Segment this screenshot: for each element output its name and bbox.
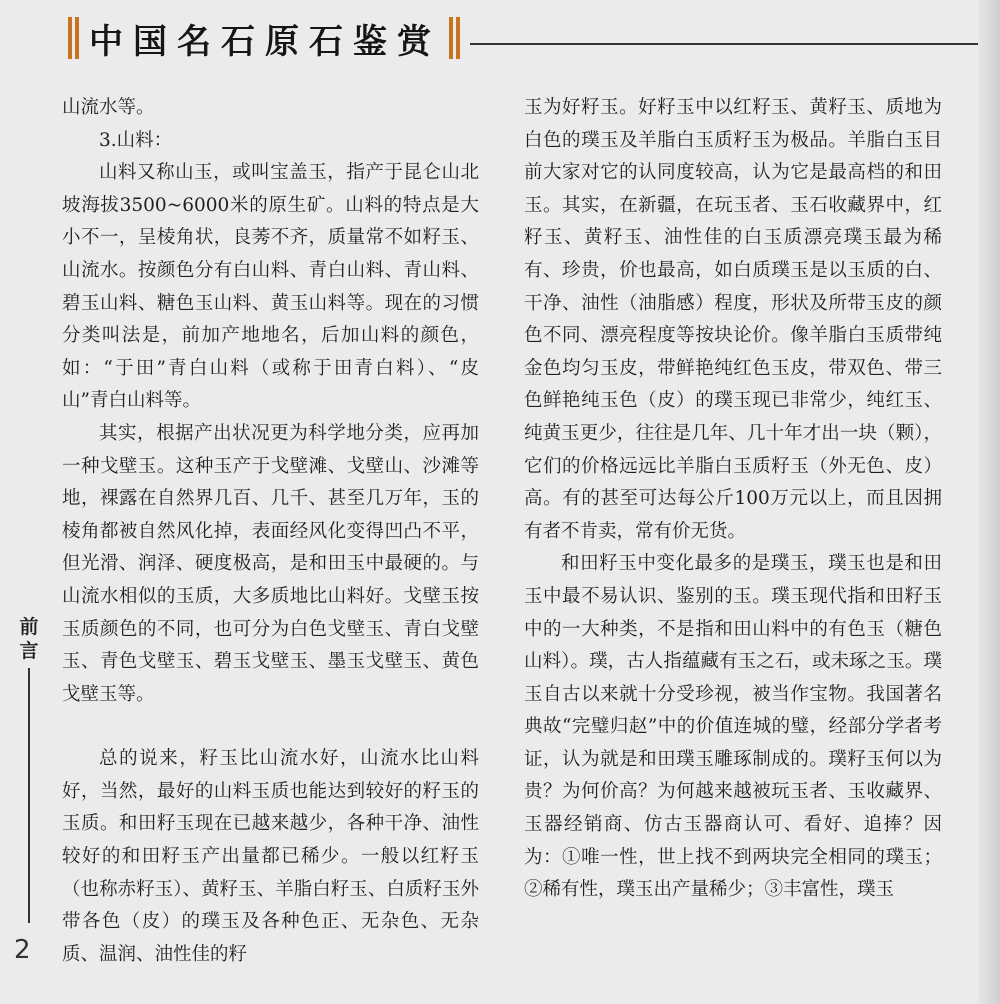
paragraph: 山流水等。 (62, 97, 155, 118)
book-title: 中国名石原石鉴赏 (89, 21, 441, 62)
side-label-char: 言 (19, 640, 39, 662)
section-heading: 3.山料： (99, 129, 173, 151)
paragraph: 和田籽玉中变化最多的是璞玉，璞玉也是和田玉中最不易认识、鉴别的玉。璞玉现代指和田籽玉中的一大种类，不是指和田山料中的有色玉（糖色山料）。璞，古人指蕴藏有玉之石，或未琢之玉。璞玉自古以来就十分受珍视，被当作宝物。我国著名典故“完璧归赵”中的价值连城的璧，经部分学者考证，认为就是和田璞玉雕琢制成的。璞籽玉何以为贵？为何价高？为何越来越被玩玉者、玉收藏界、玉器经销商、仿古玉器商认可、看好、追捧？因为：①唯一性，世上找不到两块完全相同的璞玉；②稀有性，璞玉出产量稀少；③丰富性，璞玉 (524, 553, 942, 901)
paragraph: 山料又称山玉，或叫宝盖玉，指产于昆仑山北坡海拔3500~6000米的原生矿。山料的特点是大小不一，呈棱角状，良莠不齐，质量常不如籽玉、山流水。按颜色分有白山料、青白山料、青山料、碧玉山料、糖色玉山料、黄玉山料等。现在的习惯分类叫法是，前加产地地名，后加山料的颜色，如：“于田”青白山料（或称于田青白料）、“皮山”青白山料等。 (62, 162, 479, 412)
right-bracket-decoration (449, 17, 460, 59)
left-column (62, 92, 479, 971)
side-rule (28, 668, 30, 923)
side-label-char: 前 (19, 616, 39, 638)
left-bracket-decoration (68, 17, 79, 59)
page-header (0, 0, 1000, 80)
paragraph: 总的说来，籽玉比山流水好，山流水比山料好，当然，最好的山料玉质也能达到较好的籽玉的玉质。和田籽玉现在已越来越少，各种干净、油性较好的和田籽玉产出量都已稀少。一般以红籽玉（也称赤籽玉）、黄籽玉、羊脂白籽玉、白质籽玉外带各色（皮）的璞玉及各种色正、无杂色、无杂质、温润、油性佳的籽 (62, 748, 479, 965)
header-rule (470, 43, 990, 45)
paragraph: 玉为好籽玉。好籽玉中以红籽玉、黄籽玉、质地为白色的璞玉及羊脂白玉质籽玉为极品。羊脂白玉目前大家对它的认同度较高，认为它是最高档的和田玉。其实，在新疆，在玩玉者、玉石收藏界中，红籽玉、黄籽玉、油性佳的白玉质漂亮璞玉最为稀有、珍贵，价也最高，如白质璞玉是以玉质的白、干净、油性（油脂感）程度，形状及所带玉皮的颜色不同、漂亮程度等按块论价。像羊脂白玉质带纯金色均匀玉皮，带鲜艳纯红色玉皮，带双色、带三色鲜艳纯玉色（皮）的璞玉现已非常少，纯红玉、纯黄玉更少，往往是几年、几十年才出一块（颗），它们的价格远远比羊脂白玉质籽玉（外无色、皮）高。有的甚至可达每公斤100万元以上，而且因拥有者不肯卖，常有价无货。 (524, 97, 942, 542)
page-number: 2 (14, 935, 31, 965)
book-spine-shadow (978, 0, 1000, 1004)
section-side-label (18, 615, 40, 663)
right-column (524, 92, 942, 907)
chapter-title-box (68, 14, 454, 62)
paragraph-gap (62, 711, 479, 743)
paragraph: 其实，根据产出状况更为科学地分类，应再加一种戈壁玉。这种玉产于戈壁滩、戈壁山、沙滩等地，裸露在自然界几百、几千、甚至几万年，玉的棱角都被自然风化掉，表面经风化变得凹凸不平，但光滑、润泽、硬度极高，是和田玉中最硬的。与山流水相似的玉质，大多质地比山料好。戈壁玉按玉质颜色的不同，也可分为白色戈壁玉、青白戈壁玉、青色戈壁玉、碧玉戈壁玉、墨玉戈壁玉、黄色戈壁玉等。 (62, 422, 479, 705)
